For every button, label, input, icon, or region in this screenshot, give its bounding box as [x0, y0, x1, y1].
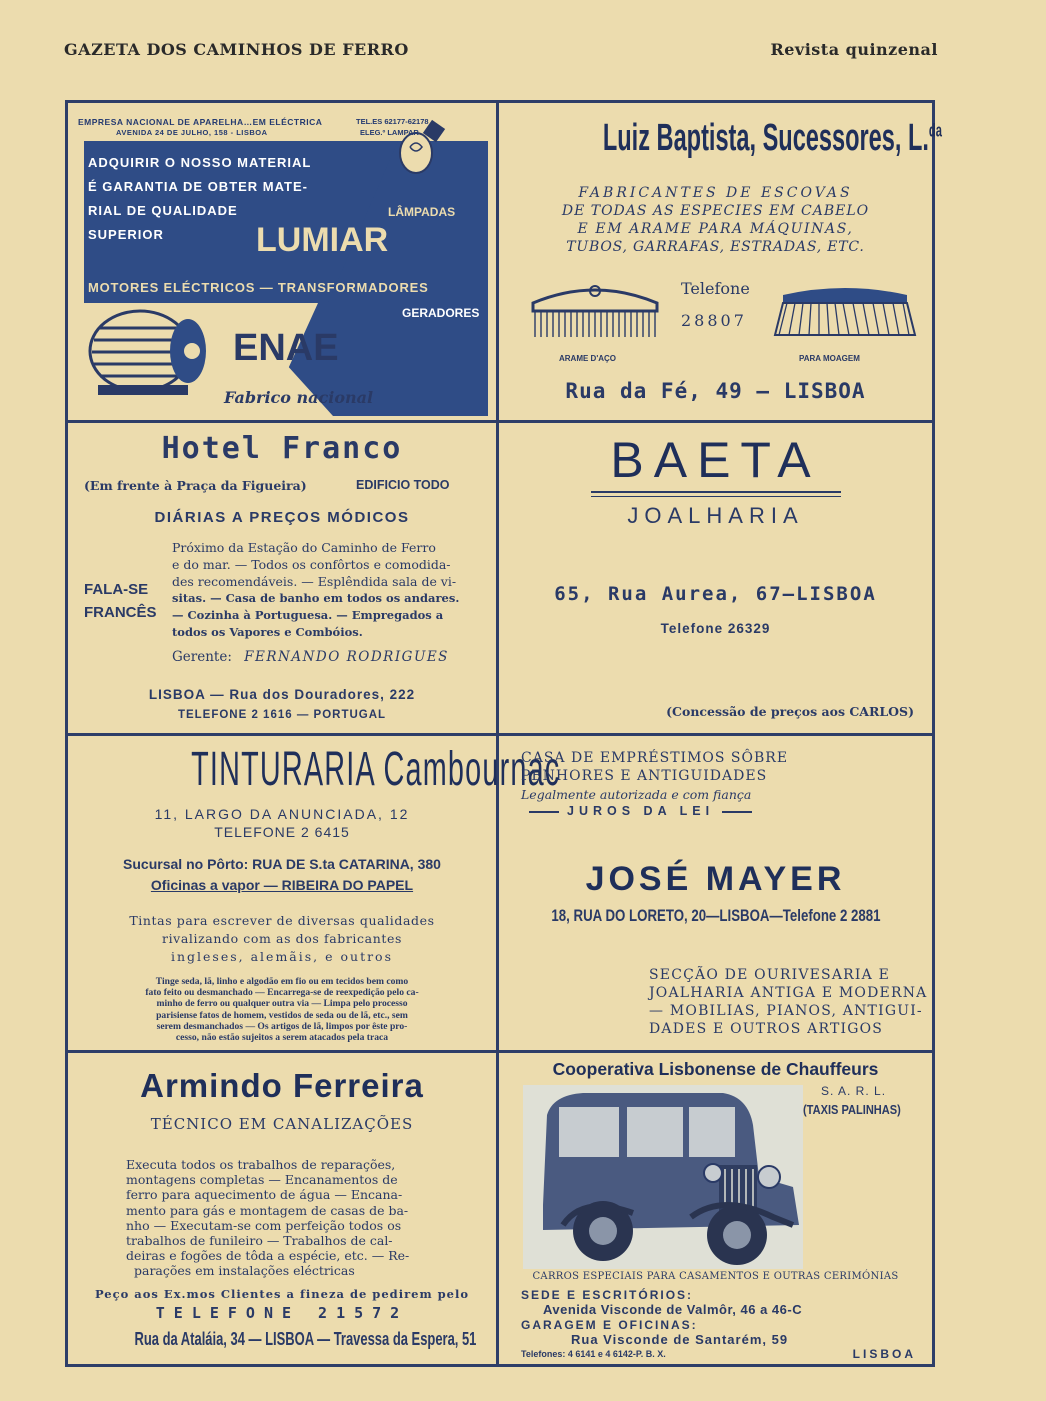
hotel-text-3: des recomendáveis. — Esplêndida sala de vi-: [172, 574, 457, 589]
hotel-fala-2: FRANCÊS: [84, 604, 157, 621]
lumiar-slogan-3: RIAL DE QUALIDADE: [88, 203, 238, 218]
cooperativa-phones: Telefones: 4 6141 e 4 6142-P. B. X.: [521, 1349, 666, 1359]
journal-subtitle: Revista quinzenal: [770, 40, 938, 59]
lumiar-products: MOTORES ELÉCTRICOS — TRANSFORMADORES: [88, 280, 429, 295]
armindo-text-1: Executa todos os trabalhos de reparações,: [126, 1157, 396, 1172]
ad-lumiar: [68, 103, 496, 420]
hotel-name: Hotel Franco: [161, 431, 403, 466]
baptista-tel: 28807: [681, 311, 747, 330]
baptista-tel-label: Telefone: [681, 279, 750, 298]
armindo-text-2: montagens completas — Encanamentos de: [126, 1172, 398, 1188]
hotel-text-2: e do mar. — Todos os confôrtos e comodida-: [172, 557, 451, 572]
baptista-sup: da: [928, 120, 942, 141]
armindo-ask: Peço aos Ex.mos Clientes a fineza de pedirem pelo: [94, 1287, 470, 1301]
cooperativa-sede: SEDE E ESCRITÓRIOS:: [521, 1288, 694, 1302]
electric-motor-icon: [90, 311, 206, 395]
ad-tinturaria: [68, 736, 561, 1050]
lumiar-telegram: ELEG.º LAMPAR: [360, 128, 419, 137]
lumiar-geradores: GERADORES: [402, 306, 480, 320]
tinturaria-name: TINTURARIA Cambournac: [191, 743, 561, 796]
armindo-text-5: nho — Executam-se com perfeição todos os: [126, 1217, 402, 1233]
armindo-telephone: TELEFONE 21572: [155, 1304, 409, 1322]
baeta-subtitle: JOALHARIA: [627, 503, 804, 528]
armindo-text-6: trabalhos de funileiro — Trabalhos de cal-: [126, 1233, 393, 1249]
tinturaria-small-2: fato feito ou desmanchado — Encarrega-se de reexpedição pelo ca-: [145, 987, 419, 999]
hotel-fala-1: FALA-SE: [84, 581, 149, 598]
armindo-text-7: deiras e fogões de tôda a espécie, etc. — Re-: [126, 1248, 410, 1264]
armindo-name: Armindo Ferreira: [140, 1067, 424, 1104]
ad-cooperativa: [499, 1053, 932, 1364]
cooperativa-garagem-address: Rua Visconde de Santarém, 59: [571, 1332, 789, 1347]
baptista-address: Rua da Fé, 49 — LISBOA: [565, 379, 866, 403]
cooperativa-carros: CARROS ESPECIAIS PARA CASAMENTOS E OUTRAS CERIMÓNIAS: [532, 1271, 899, 1282]
hotel-text-1: Próximo da Estação do Caminho de Ferro: [172, 540, 436, 555]
mayer-address: 18, RUA DO LORETO, 20—LISBOA—Telefone 2 2881: [550, 906, 881, 925]
cooperativa-name: Cooperativa Lisbonense de Chauffeurs: [552, 1059, 879, 1079]
mayer-sec-1: SECÇÃO DE OURIVESARIA E: [649, 967, 890, 983]
ad-hotel-franco: [68, 423, 496, 733]
ad-baptista: [499, 103, 942, 420]
mayer-line-2: PENHORES E ANTIGUIDADES: [521, 768, 768, 784]
baptista-desc-3: E EM ARAME PARA MÁQUINAS,: [577, 221, 854, 237]
journal-title: GAZETA DOS CAMINHOS DE FERRO: [64, 40, 409, 59]
tinturaria-phone: TELEFONE 2 6415: [214, 824, 350, 840]
ad-baeta: [499, 423, 932, 733]
baptista-desc-2: DE TODAS AS ESPECIES EM CABELO: [561, 203, 870, 219]
cooperativa-sede-address: Avenida Visconde de Valmôr, 46 a 46-C: [543, 1302, 803, 1317]
lumiar-slogan-1: ADQUIRIR O NOSSO MATERIAL: [88, 155, 312, 170]
hotel-rates: DIÁRIAS A PREÇOS MÓDICOS: [154, 509, 410, 526]
mayer-sec-4: DADES E OUTROS ARTIGOS: [649, 1021, 884, 1037]
tinturaria-tintas-3: ingleses, alemãis, e outros: [170, 949, 394, 964]
ad-jose-mayer: [499, 736, 932, 1050]
wire-brush-icon: [523, 281, 668, 341]
baeta-name: BAETA: [610, 432, 821, 488]
tinturaria-small-1: Tinge seda, lã, linho e algodão em fio ou em tecidos bem como: [155, 976, 409, 987]
baeta-rule-1: [591, 491, 841, 493]
hotel-location: (Em frente à Praça da Figueira): [84, 478, 307, 493]
mayer-line-1: CASA DE EMPRÉSTIMOS SÔBRE: [521, 750, 789, 766]
lumiar-address: AVENIDA 24 DE JULHO, 158 - LISBOA: [116, 128, 268, 137]
baptista-desc-1: FABRICANTES DE ESCOVAS: [578, 185, 853, 201]
baptista-name: Luiz Baptista, Sucessores, L.: [602, 117, 929, 159]
armindo-text-8: parações em instalações eléctricas: [134, 1263, 355, 1279]
tinturaria-small-4: parisiense fatos de homem, vestidos de seda ou de lã, etc., sem: [156, 1009, 408, 1021]
tinturaria-sucursal: Sucursal no Pôrto: RUA DE S.ta CATARINA, 380: [123, 856, 441, 872]
tinturaria-tintas-2: rivalizando com as dos fabricantes: [162, 931, 402, 946]
cooperativa-taxis: (TAXIS PALINHAS): [803, 1102, 901, 1117]
lumiar-company: EMPRESA NACIONAL DE APARELHA…EM ELÉCTRICA: [78, 117, 323, 127]
hotel-address: LISBOA — Rua dos Douradores, 222: [148, 687, 416, 702]
mayer-sec-2: JOALHARIA ANTIGA E MODERNA: [649, 985, 928, 1001]
mayer-sec-3: — MOBILIAS, PIANOS, ANTIGUI-: [649, 1003, 923, 1019]
tinturaria-address: 11, LARGO DA ANUNCIADA, 12: [154, 806, 410, 822]
ad-armindo-ferreira: [68, 1053, 496, 1364]
caption-wire: ARAME D'AÇO: [559, 354, 617, 363]
tinturaria-small-5: serem desmanchados — Os artigos de lã, limpos por êste pro-: [156, 1020, 408, 1032]
enae-brand: ENAE: [233, 327, 339, 369]
mayer-line-3: Legalmente autorizada e com fiança: [521, 787, 752, 802]
hotel-text-4: sitas. — Casa de banho em todos os andares.: [172, 591, 460, 605]
mayer-juros: JUROS DA LEI: [567, 804, 715, 818]
armindo-text-3: ferro para aquecimento de água — Encana-: [126, 1187, 403, 1203]
armindo-subtitle: TÉCNICO EM CANALIZAÇÕES: [150, 1115, 414, 1133]
lumiar-slogan-4: SUPERIOR: [88, 227, 164, 242]
armindo-address: Rua da Ataláia, 34 — LISBOA — Travessa da Espera, 51: [134, 1329, 477, 1349]
lumiar-slogan-2: É GARANTIA DE OBTER MATE-: [88, 179, 308, 194]
baptista-desc-4: TUBOS, GARRAFAS, ESTRADAS, ETC.: [566, 239, 865, 255]
baeta-rule-2: [591, 496, 841, 497]
hotel-text-5: — Cozinha à Portuguesa. — Empregados a: [172, 608, 444, 622]
tinturaria-oficinas: Oficinas a vapor — RIBEIRA DO PAPEL: [150, 877, 414, 893]
lumiar-fabrico: Fabrico nacional: [224, 388, 374, 407]
cooperativa-sarl: S. A. R. L.: [821, 1084, 887, 1098]
mayer-juros-rule-right: [722, 811, 752, 813]
hotel-building: EDIFICIO TODO: [356, 478, 450, 492]
cooperativa-city: LISBOA: [852, 1347, 916, 1361]
tinturaria-small-3: minho de ferro ou qualquer outra via — Limpa pelo processo: [156, 998, 408, 1010]
taxi-car-image: [523, 1085, 803, 1269]
hotel-manager: FERNANDO RODRIGUES: [244, 649, 449, 665]
armindo-text-4: mento para gás e montagem de casas de ba-: [126, 1202, 409, 1218]
baeta-address: 65, Rua Aurea, 67—LISBOA: [554, 583, 877, 605]
lumiar-artwork: [68, 103, 496, 420]
lumiar-lampadas: LÂMPADAS: [388, 205, 456, 219]
mayer-juros-rule-left: [529, 811, 559, 813]
caption-milling: PARA MOAGEM: [799, 354, 860, 363]
milling-brush-icon: [775, 281, 915, 339]
tinturaria-tintas-1: Tintas para escrever de diversas qualidades: [129, 913, 435, 928]
cooperativa-garagem: GARAGEM E OFICINAS:: [521, 1318, 698, 1332]
hotel-text-6: todos os Vapores e Combóios.: [172, 625, 363, 639]
lumiar-brand: LUMIAR: [256, 221, 389, 259]
mayer-name: JOSÉ MAYER: [585, 860, 846, 898]
tinturaria-small-6: cesso, não estão sujeitos a serem atacados pela traca: [175, 1032, 389, 1044]
baeta-phone: Telefone 26329: [660, 621, 771, 636]
baeta-note: (Concessão de preços aos CARLOS): [666, 704, 914, 719]
hotel-phone: TELEFONE 2 1616 — PORTUGAL: [177, 709, 387, 721]
hotel-manager-label: Gerente:: [172, 649, 232, 665]
lumiar-telephones: TEL.ES 62177-62178: [356, 117, 429, 126]
